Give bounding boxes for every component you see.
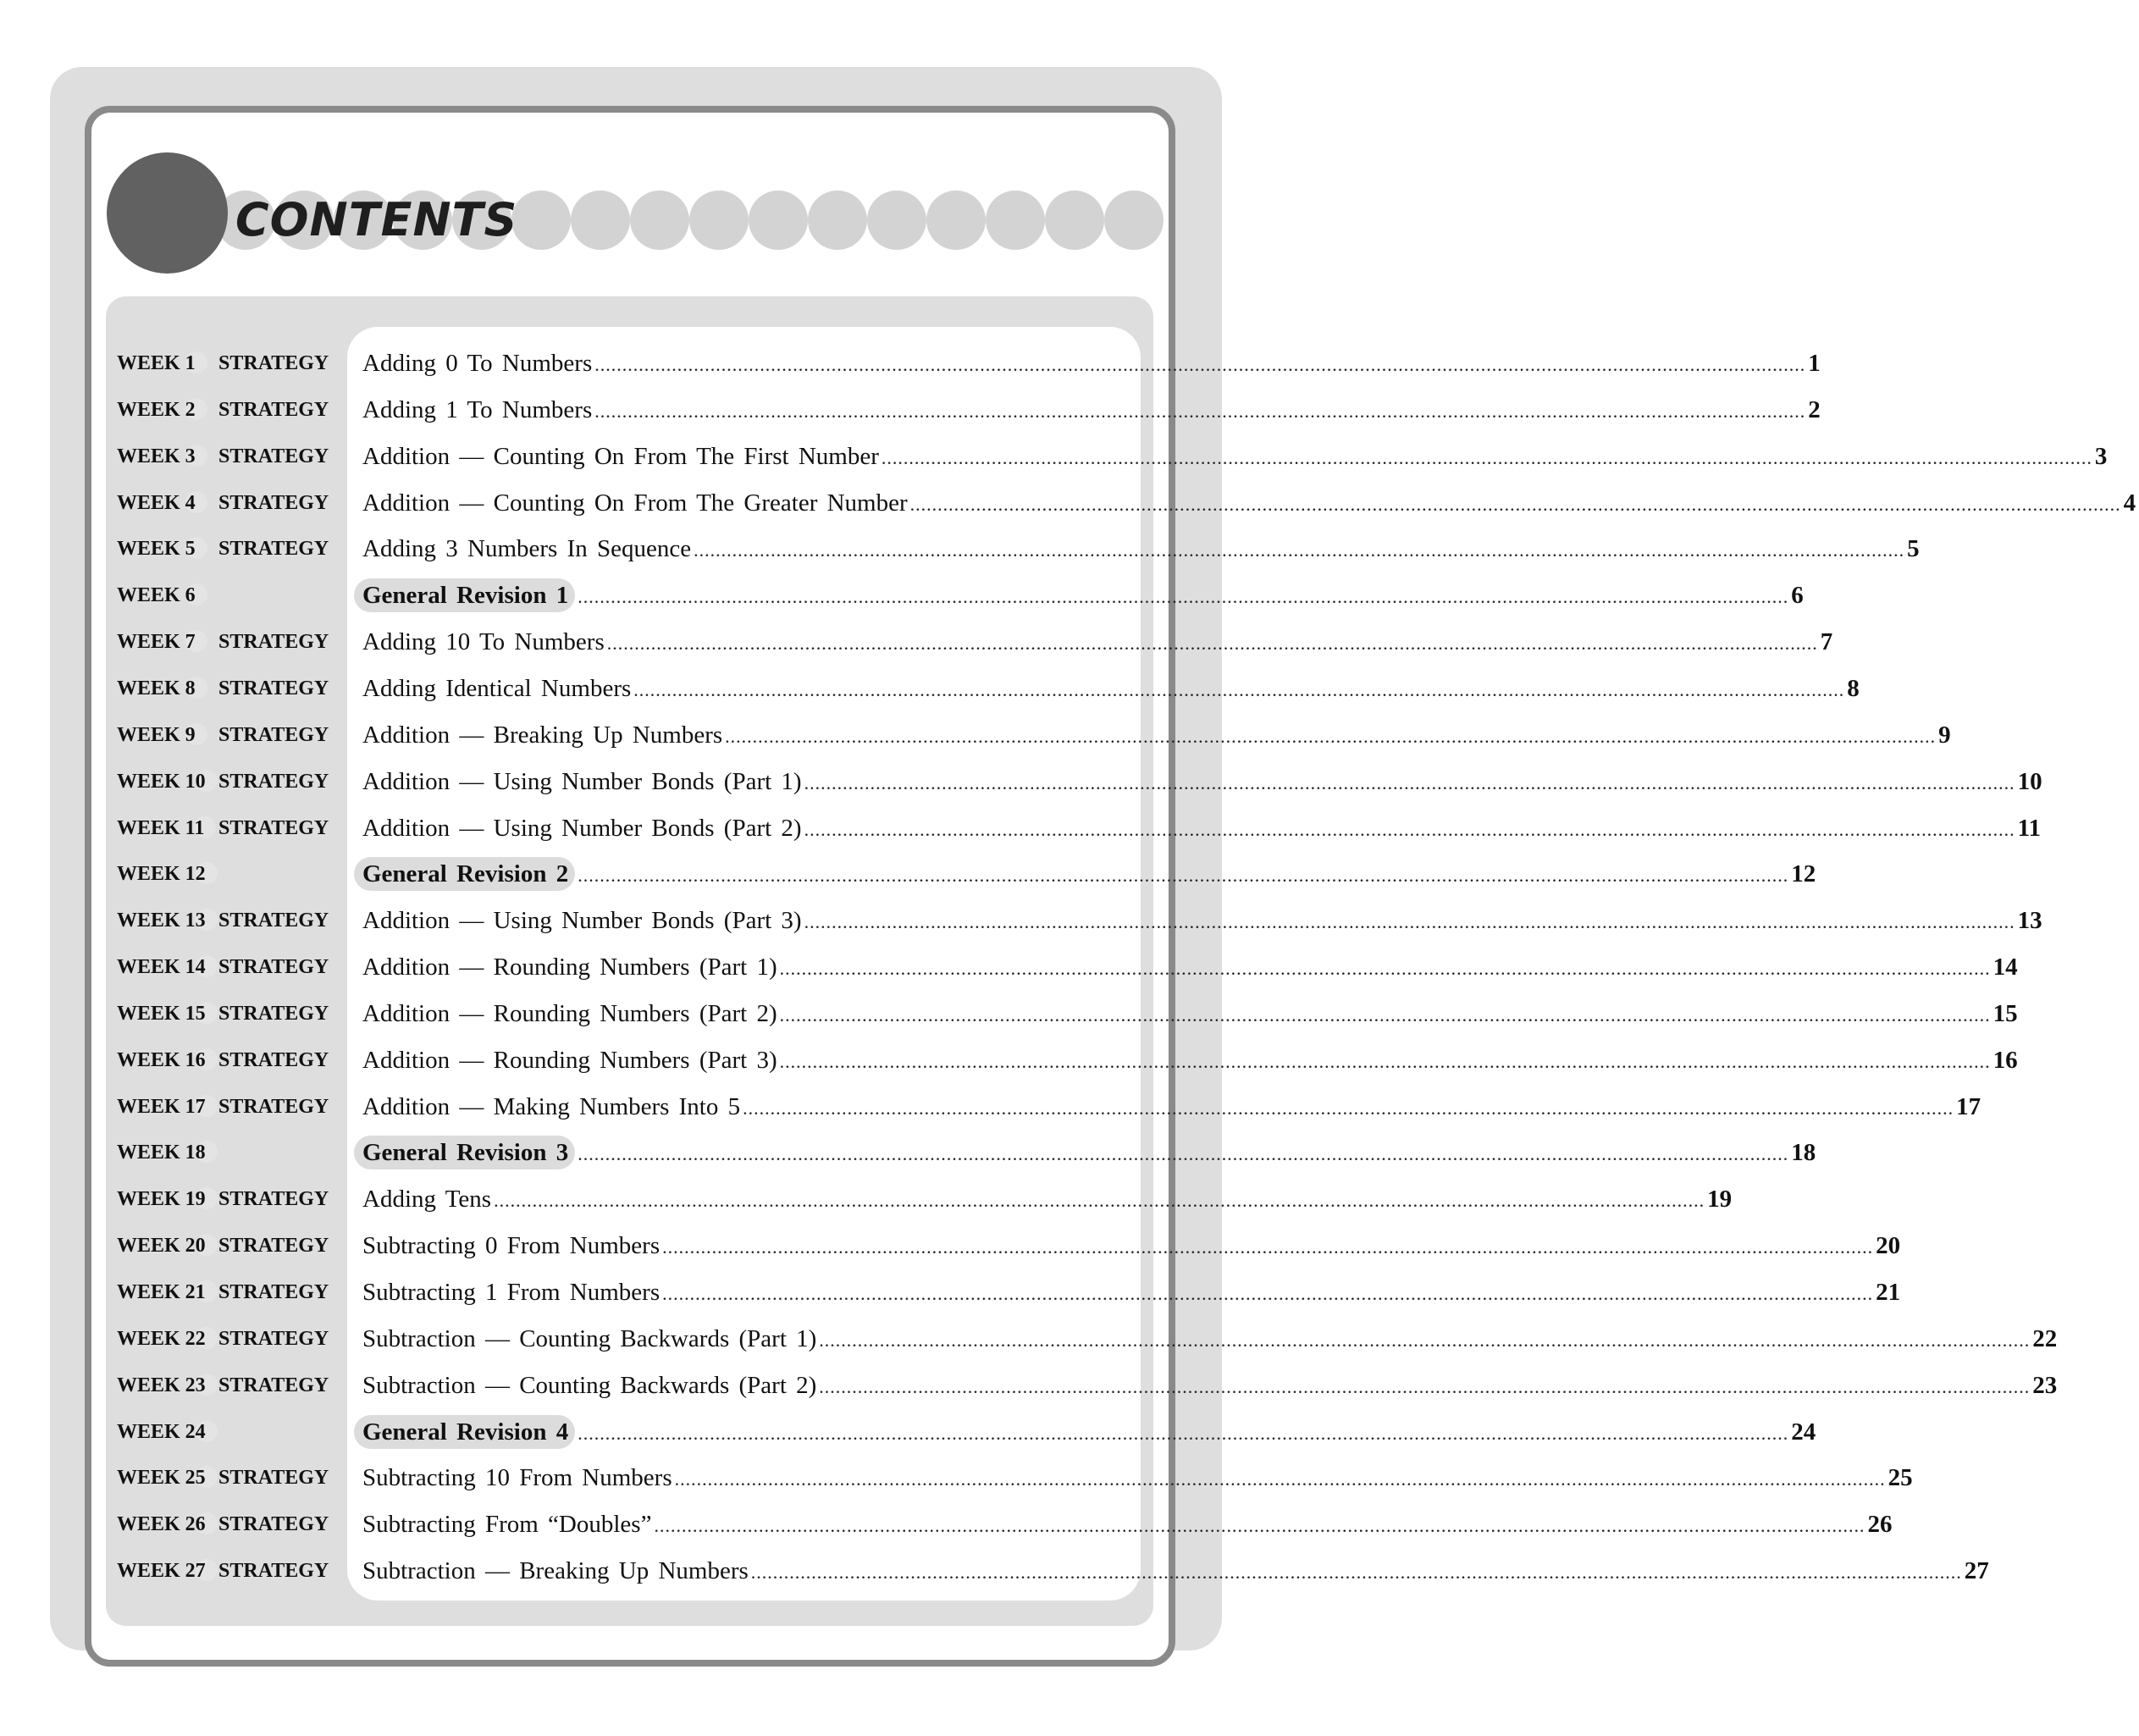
toc-entry bbox=[362, 1415, 1816, 1451]
toc-entry bbox=[362, 1368, 2058, 1404]
strategy-label: STRATEGY bbox=[218, 1049, 329, 1071]
page-number: 16 bbox=[1993, 1047, 2018, 1074]
week-number: WEEK 2 bbox=[117, 399, 196, 421]
chapter-title: Addition — Rounding Numbers (Part 3) bbox=[362, 1047, 777, 1074]
week-number: WEEK 1 bbox=[117, 352, 196, 374]
dot-leader: ............................................................................................................................................................................................................................ bbox=[743, 1097, 1954, 1119]
week-number: WEEK 3 bbox=[117, 445, 196, 467]
week-label bbox=[117, 1094, 218, 1120]
strategy-label: STRATEGY bbox=[218, 1560, 329, 1582]
toc-row[interactable] bbox=[0, 851, 1816, 897]
strategy-label: STRATEGY bbox=[218, 631, 329, 653]
revision-title: General Revision 2 bbox=[354, 857, 575, 891]
week-number: WEEK 8 bbox=[117, 677, 196, 699]
page-number: 13 bbox=[2017, 907, 2042, 934]
toc-row[interactable] bbox=[0, 898, 2042, 943]
toc-row[interactable] bbox=[0, 805, 2041, 851]
week-number: WEEK 21 bbox=[117, 1281, 206, 1303]
week-label bbox=[117, 676, 207, 701]
chapter-title: Subtraction — Counting Backwards (Part 2) bbox=[362, 1372, 817, 1399]
chapter-title: Addition — Making Numbers Into 5 bbox=[362, 1093, 741, 1120]
week-number: WEEK 15 bbox=[117, 1003, 206, 1025]
header-dot bbox=[808, 191, 867, 250]
toc-row[interactable] bbox=[0, 1223, 1901, 1269]
week-number: WEEK 10 bbox=[117, 771, 206, 793]
toc-row[interactable] bbox=[0, 1501, 1893, 1547]
chapter-title: Subtraction — Breaking Up Numbers bbox=[362, 1557, 749, 1584]
week-number: WEEK 25 bbox=[117, 1467, 206, 1489]
header-dot bbox=[689, 191, 749, 250]
strategy-label: STRATEGY bbox=[218, 771, 329, 793]
week-label bbox=[117, 722, 207, 748]
strategy-label: STRATEGY bbox=[218, 399, 329, 421]
week-label bbox=[117, 1419, 218, 1445]
page-number: 17 bbox=[1956, 1093, 1981, 1120]
week-number: WEEK 18 bbox=[117, 1142, 206, 1164]
week-label bbox=[117, 1186, 218, 1212]
toc-entry bbox=[362, 486, 2136, 522]
page-number: 23 bbox=[2032, 1372, 2058, 1399]
toc-entry bbox=[362, 532, 1920, 567]
dot-leader: ............................................................................................................................................................................................................................ bbox=[594, 401, 1806, 422]
toc-entry bbox=[362, 1275, 1901, 1311]
week-number: WEEK 26 bbox=[117, 1513, 206, 1535]
toc-row[interactable] bbox=[0, 944, 2018, 990]
toc-row[interactable] bbox=[0, 1037, 2018, 1083]
chapter-title: Addition — Rounding Numbers (Part 1) bbox=[362, 954, 777, 981]
toc-entry bbox=[362, 625, 1833, 661]
chapter-title: Subtracting 1 From Numbers bbox=[362, 1279, 660, 1306]
toc-row[interactable] bbox=[0, 387, 1821, 433]
chapter-title: Addition — Rounding Numbers (Part 2) bbox=[362, 1000, 777, 1027]
toc-row[interactable] bbox=[0, 1084, 1981, 1130]
strategy-label: STRATEGY bbox=[218, 1328, 329, 1350]
dot-leader: ............................................................................................................................................................................................................................ bbox=[779, 1051, 1991, 1072]
dot-leader: ............................................................................................................................................................................................................................ bbox=[881, 447, 2092, 468]
toc-entry bbox=[362, 1090, 1981, 1125]
dot-leader: ............................................................................................................................................................................................................................ bbox=[804, 772, 2015, 793]
toc-row[interactable] bbox=[0, 1269, 1901, 1315]
week-label bbox=[117, 1140, 218, 1165]
header-dot bbox=[630, 191, 689, 250]
toc-entry bbox=[362, 1507, 1893, 1543]
page-number: 25 bbox=[1888, 1464, 1913, 1491]
header-dot bbox=[749, 191, 808, 250]
week-label bbox=[117, 1280, 218, 1305]
page-number: 27 bbox=[1964, 1557, 1989, 1584]
toc-row[interactable] bbox=[0, 1130, 1816, 1175]
dot-leader: ............................................................................................................................................................................................................................ bbox=[606, 633, 1818, 654]
dot-leader: ............................................................................................................................................................................................................................ bbox=[909, 494, 2121, 515]
week-number: WEEK 12 bbox=[117, 863, 206, 885]
week-number: WEEK 13 bbox=[117, 909, 206, 932]
strategy-label: STRATEGY bbox=[218, 817, 329, 839]
page-number: 24 bbox=[1791, 1418, 1816, 1446]
toc-entry bbox=[362, 672, 1860, 707]
dot-leader: ............................................................................................................................................................................................................................ bbox=[674, 1468, 1886, 1490]
strategy-label: STRATEGY bbox=[218, 909, 329, 932]
toc-row[interactable] bbox=[0, 1409, 1816, 1455]
week-number: WEEK 23 bbox=[117, 1374, 206, 1396]
week-number: WEEK 4 bbox=[117, 492, 196, 514]
toc-entry bbox=[362, 440, 2108, 475]
dot-leader: ............................................................................................................................................................................................................................ bbox=[662, 1283, 1874, 1304]
toc-row[interactable] bbox=[0, 1316, 2058, 1362]
week-label bbox=[117, 815, 216, 841]
week-number: WEEK 19 bbox=[117, 1188, 206, 1210]
dot-leader: ............................................................................................................................................................................................................................ bbox=[804, 911, 2015, 932]
strategy-label: STRATEGY bbox=[218, 1096, 329, 1118]
revision-title: General Revision 3 bbox=[354, 1136, 575, 1169]
revision-title: General Revision 1 bbox=[354, 578, 575, 612]
week-label bbox=[117, 1373, 218, 1398]
toc-entry bbox=[362, 1136, 1816, 1171]
toc-row[interactable] bbox=[0, 480, 2136, 526]
dot-leader: ............................................................................................................................................................................................................................ bbox=[662, 1236, 1874, 1258]
toc-entry bbox=[362, 1322, 2058, 1357]
week-label bbox=[117, 490, 207, 516]
chapter-title: Addition — Using Number Bonds (Part 2) bbox=[362, 815, 802, 842]
dot-leader: ............................................................................................................................................................................................................................ bbox=[819, 1376, 2031, 1397]
page-number: 10 bbox=[2017, 768, 2042, 795]
page-number: 19 bbox=[1707, 1186, 1733, 1213]
toc-row[interactable] bbox=[0, 526, 1920, 572]
toc-row[interactable] bbox=[0, 666, 1860, 711]
toc-row[interactable] bbox=[0, 340, 1821, 386]
dot-leader: ............................................................................................................................................................................................................................ bbox=[654, 1515, 1865, 1536]
chapter-title: Addition — Counting On From The Greater Number bbox=[362, 489, 908, 517]
strategy-label: STRATEGY bbox=[218, 538, 329, 560]
chapter-title: Addition — Counting On From The First Number bbox=[362, 443, 879, 470]
week-label bbox=[117, 629, 207, 655]
week-label bbox=[117, 536, 207, 561]
dot-leader: ............................................................................................................................................................................................................................ bbox=[578, 586, 1789, 607]
chapter-title: Adding 1 To Numbers bbox=[362, 396, 593, 423]
chapter-title: Addition — Breaking Up Numbers bbox=[362, 721, 723, 749]
week-label bbox=[117, 1512, 218, 1537]
dot-leader: ............................................................................................................................................................................................................................ bbox=[750, 1562, 1962, 1583]
week-label bbox=[117, 444, 207, 469]
toc-entry bbox=[362, 1043, 2018, 1079]
toc-row[interactable] bbox=[0, 619, 1833, 665]
page-number: 14 bbox=[1993, 954, 2018, 981]
dot-leader: ............................................................................................................................................................................................................................ bbox=[578, 1423, 1789, 1444]
page-number: 1 bbox=[1808, 350, 1821, 377]
toc-entry bbox=[362, 811, 2041, 847]
header-dot bbox=[1104, 191, 1163, 250]
dot-leader: ............................................................................................................................................................................................................................ bbox=[804, 819, 2015, 840]
chapter-title: Adding 0 To Numbers bbox=[362, 350, 593, 377]
week-number: WEEK 9 bbox=[117, 724, 196, 746]
week-number: WEEK 16 bbox=[117, 1049, 206, 1071]
dot-leader: ............................................................................................................................................................................................................................ bbox=[819, 1330, 2031, 1351]
dot-leader: ............................................................................................................................................................................................................................ bbox=[694, 539, 1905, 561]
dot-leader: ............................................................................................................................................................................................................................ bbox=[594, 354, 1806, 375]
strategy-label: STRATEGY bbox=[218, 1513, 329, 1535]
strategy-label: STRATEGY bbox=[218, 1467, 329, 1489]
dot-leader: ............................................................................................................................................................................................................................ bbox=[578, 1143, 1789, 1164]
page-number: 2 bbox=[1808, 396, 1821, 423]
toc-entry bbox=[362, 950, 2018, 986]
page-number: 12 bbox=[1791, 860, 1816, 887]
toc-row[interactable] bbox=[0, 991, 2018, 1037]
dot-leader: ............................................................................................................................................................................................................................ bbox=[494, 1190, 1705, 1211]
week-number: WEEK 11 bbox=[117, 817, 205, 839]
page-number: 9 bbox=[1938, 721, 1951, 749]
toc-entry bbox=[362, 718, 1951, 754]
chapter-title: Subtracting 0 From Numbers bbox=[362, 1232, 660, 1259]
toc-row[interactable] bbox=[0, 434, 2108, 479]
week-number: WEEK 24 bbox=[117, 1421, 206, 1443]
toc-entry bbox=[362, 1182, 1733, 1218]
revision-title: General Revision 4 bbox=[354, 1415, 575, 1449]
week-number: WEEK 20 bbox=[117, 1235, 206, 1257]
toc-row[interactable] bbox=[0, 572, 1804, 618]
strategy-label: STRATEGY bbox=[218, 724, 329, 746]
week-number: WEEK 17 bbox=[117, 1096, 206, 1118]
toc-entry bbox=[362, 1554, 1989, 1589]
chapter-title: Subtracting From “Doubles” bbox=[362, 1511, 652, 1538]
toc-row[interactable] bbox=[0, 1548, 1989, 1594]
week-label bbox=[117, 397, 207, 423]
toc-row[interactable] bbox=[0, 712, 1951, 758]
week-label bbox=[117, 1233, 218, 1258]
chapter-title: Adding Identical Numbers bbox=[362, 675, 632, 702]
toc-row[interactable] bbox=[0, 759, 2042, 804]
chapter-title: Adding 3 Numbers In Sequence bbox=[362, 535, 692, 562]
chapter-title: Addition — Using Number Bonds (Part 3) bbox=[362, 907, 802, 934]
strategy-label: STRATEGY bbox=[218, 1003, 329, 1025]
toc-entry bbox=[362, 904, 2042, 939]
strategy-label: STRATEGY bbox=[218, 1281, 329, 1303]
dot-leader: ............................................................................................................................................................................................................................ bbox=[578, 865, 1789, 886]
header-circle bbox=[107, 152, 228, 274]
dot-leader: ............................................................................................................................................................................................................................ bbox=[725, 726, 1937, 747]
toc-entry bbox=[362, 1229, 1901, 1264]
week-label bbox=[117, 954, 218, 980]
toc-entry bbox=[362, 578, 1804, 614]
strategy-label: STRATEGY bbox=[218, 956, 329, 978]
chapter-title: Adding Tens bbox=[362, 1186, 492, 1213]
strategy-label: STRATEGY bbox=[218, 1188, 329, 1210]
dot-leader: ............................................................................................................................................................................................................................ bbox=[633, 679, 1845, 700]
header-dot bbox=[926, 191, 986, 250]
week-label bbox=[117, 1001, 218, 1026]
week-label bbox=[117, 1465, 218, 1490]
page-number: 4 bbox=[2123, 489, 2136, 517]
page-number: 7 bbox=[1820, 628, 1833, 655]
week-label bbox=[117, 1048, 218, 1073]
strategy-label: STRATEGY bbox=[218, 1235, 329, 1257]
strategy-label: STRATEGY bbox=[218, 352, 329, 374]
week-number: WEEK 14 bbox=[117, 956, 206, 978]
strategy-label: STRATEGY bbox=[218, 492, 329, 514]
page-number: 5 bbox=[1907, 535, 1920, 562]
week-number: WEEK 7 bbox=[117, 631, 196, 653]
strategy-label: STRATEGY bbox=[218, 445, 329, 467]
page-number: 3 bbox=[2094, 443, 2108, 470]
page-number: 18 bbox=[1791, 1139, 1816, 1166]
week-number: WEEK 6 bbox=[117, 584, 196, 606]
page-number: 21 bbox=[1876, 1279, 1901, 1306]
strategy-label: STRATEGY bbox=[218, 677, 329, 699]
header-dot bbox=[511, 191, 571, 250]
page-number: 11 bbox=[2017, 815, 2041, 842]
chapter-title: Subtracting 10 From Numbers bbox=[362, 1464, 672, 1491]
week-label bbox=[117, 1326, 218, 1352]
toc-entry bbox=[362, 997, 2018, 1032]
header-dot bbox=[1045, 191, 1104, 250]
chapter-title: Addition — Using Number Bonds (Part 1) bbox=[362, 768, 802, 795]
week-label bbox=[117, 583, 207, 608]
week-number: WEEK 27 bbox=[117, 1560, 206, 1582]
toc-entry bbox=[362, 857, 1816, 893]
week-number: WEEK 5 bbox=[117, 538, 196, 560]
week-number: WEEK 22 bbox=[117, 1328, 206, 1350]
page-number: 20 bbox=[1876, 1232, 1901, 1259]
page-title: CONTENTS bbox=[235, 193, 518, 246]
toc-row[interactable] bbox=[0, 1176, 1733, 1222]
toc-entry bbox=[362, 346, 1821, 382]
chapter-title: Adding 10 To Numbers bbox=[362, 628, 605, 655]
toc-entry bbox=[362, 393, 1821, 428]
page-number: 15 bbox=[1993, 1000, 2018, 1027]
week-label bbox=[117, 351, 207, 376]
page-number: 26 bbox=[1867, 1511, 1893, 1538]
week-label bbox=[117, 769, 218, 794]
week-label bbox=[117, 861, 218, 887]
toc-row[interactable] bbox=[0, 1455, 1913, 1501]
dot-leader: ............................................................................................................................................................................................................................ bbox=[779, 958, 1991, 979]
page-number: 22 bbox=[2032, 1325, 2058, 1352]
chapter-title: Subtraction — Counting Backwards (Part 1) bbox=[362, 1325, 817, 1352]
header-dot bbox=[571, 191, 630, 250]
week-label bbox=[117, 1558, 218, 1584]
strategy-label: STRATEGY bbox=[218, 1374, 329, 1396]
week-label bbox=[117, 908, 218, 933]
page-number: 8 bbox=[1847, 675, 1860, 702]
toc-entry bbox=[362, 1461, 1913, 1496]
header-dot bbox=[986, 191, 1045, 250]
dot-leader: ............................................................................................................................................................................................................................ bbox=[779, 1004, 1991, 1026]
toc-row[interactable] bbox=[0, 1363, 2058, 1408]
toc-entry bbox=[362, 765, 2042, 800]
header-dot bbox=[867, 191, 926, 250]
page-number: 6 bbox=[1791, 582, 1804, 609]
